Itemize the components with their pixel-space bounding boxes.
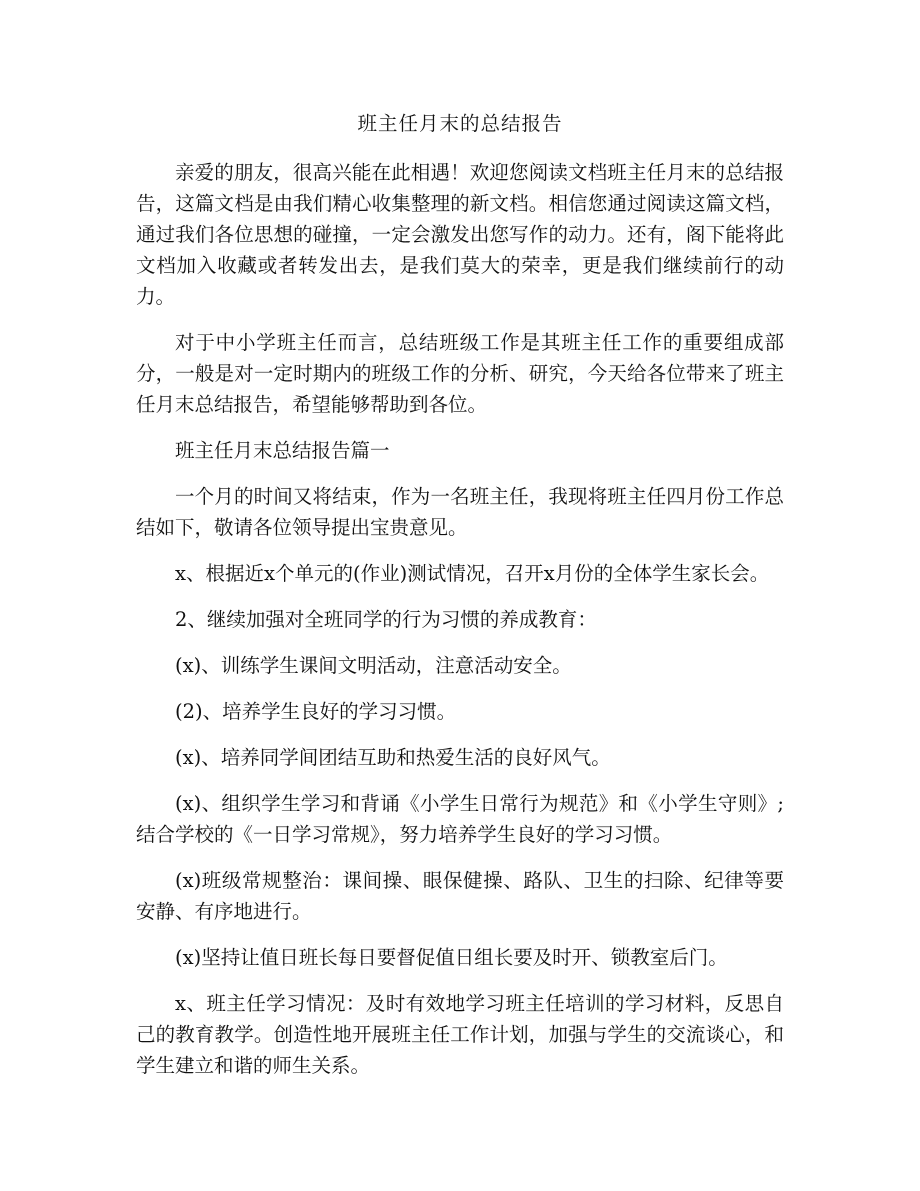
sub-item-team-spirit: (x)、培养同学间团结互助和热爱生活的良好风气。 bbox=[175, 746, 611, 769]
document-title: 班主任月末的总结报告 bbox=[357, 112, 563, 135]
sub-item-study-habits: (2)、培养学生良好的学习习惯。 bbox=[175, 700, 457, 723]
section-heading: 班主任月末总结报告篇一 bbox=[175, 439, 390, 462]
list-item-habit-education: 2、继续加强对全班同学的行为习惯的养成教育： bbox=[175, 608, 597, 631]
sub-item-rules-study: (x)、组织学生学习和背诵《小学生日常行为规范》和《小学生守则》;结合学校的《一日学习常规》，努力培养学生良好的学习习惯。 bbox=[136, 792, 784, 846]
sub-item-class-routine: (x)班级常规整治：课间操、眼保健操、路队、卫生的扫除、纪律等要安静、有序地进行。 bbox=[136, 869, 784, 923]
list-item-parent-meeting: x、根据近x个单元的(作业)测试情况，召开x月份的全体学生家长会。 bbox=[175, 562, 770, 585]
paragraph-opening: 一个月的时间又将结束，作为一名班主任，我现将班主任四月份工作总结如下，敬请各位领导提出宝贵意见。 bbox=[136, 485, 784, 539]
paragraph-welcome: 亲爱的朋友，很高兴能在此相遇！欢迎您阅读文档班主任月末的总结报告，这篇文档是由我们精心收集整理的新文档。相信您通过阅读这篇文档，通过我们各位思想的碰撞，一定会激发出您写作的动力。还有，阁下能将此文档加入收藏或者转发出去，是我们莫大的荣幸，更是我们继续前行的动力。 bbox=[136, 161, 784, 308]
sub-item-duty-monitor: (x)坚持让值日班长每日要督促值日组长要及时开、锁教室后门。 bbox=[175, 946, 728, 969]
document-body bbox=[136, 108, 784, 1096]
paragraph-intro: 对于中小学班主任而言，总结班级工作是其班主任工作的重要组成部分，一般是对一定时期内的班级工作的分析、研究，今天给各位带来了班主任月末总结报告，希望能够帮助到各位。 bbox=[136, 331, 784, 416]
sub-item-break-activities: (x)、训练学生课间文明活动，注意活动安全。 bbox=[175, 654, 572, 677]
list-item-teacher-learning: x、班主任学习情况：及时有效地学习班主任培训的学习材料，反思自己的教育教学。创造性地开展班主任工作计划，加强与学生的交流谈心，和学生建立和谐的师生关系。 bbox=[136, 992, 784, 1077]
